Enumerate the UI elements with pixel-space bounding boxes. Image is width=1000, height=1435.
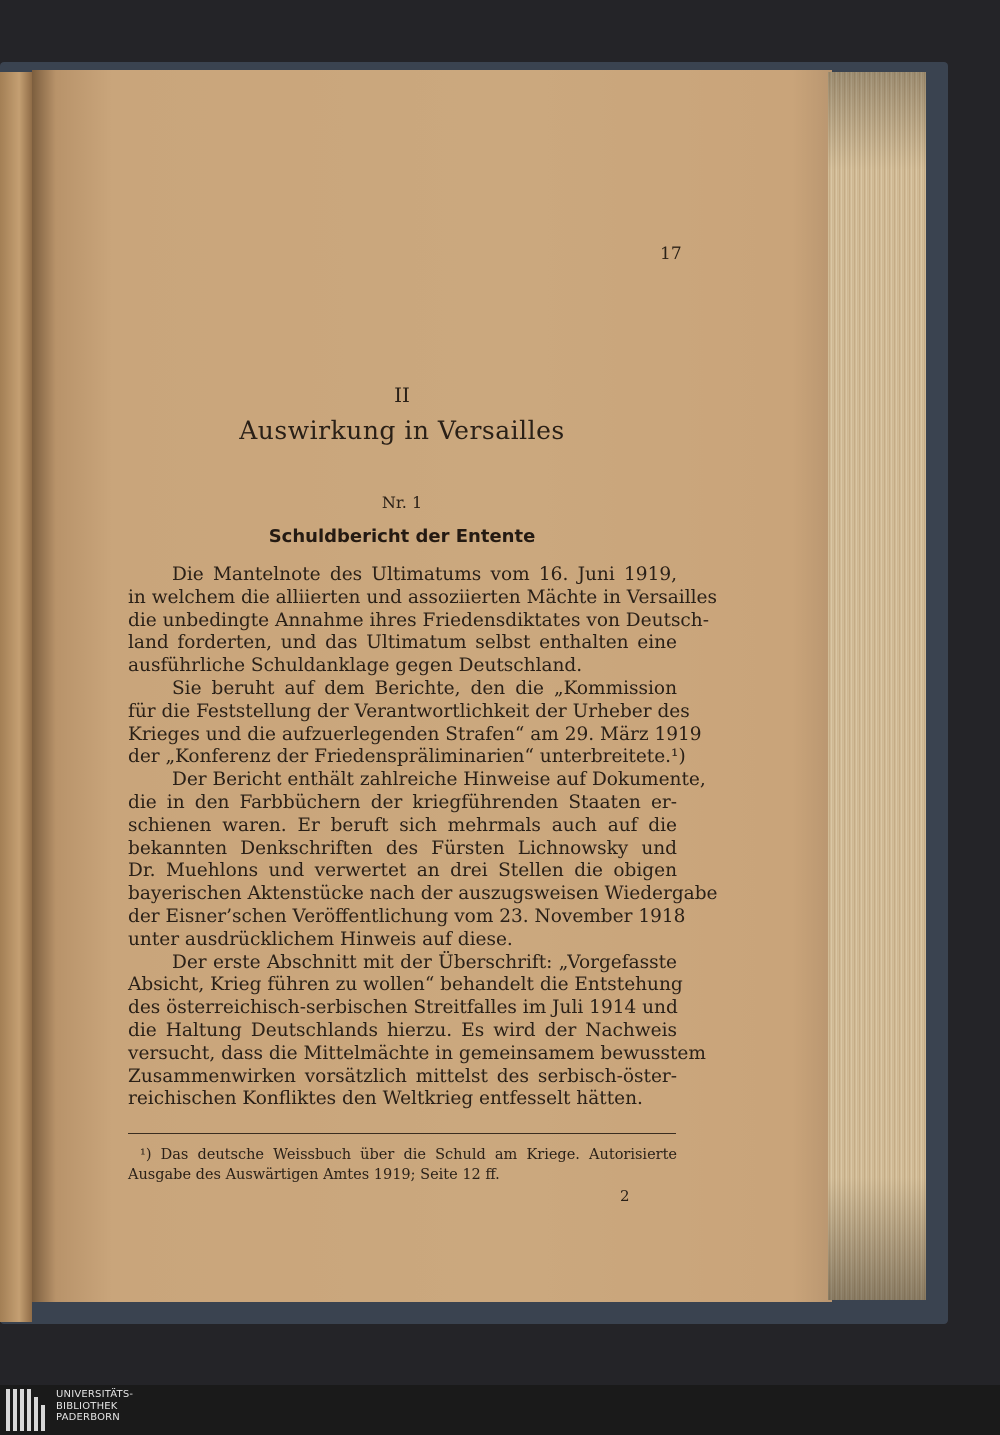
library-logo-icon bbox=[6, 1389, 48, 1431]
footnote-divider bbox=[128, 1133, 676, 1134]
body-text bbox=[128, 564, 718, 1111]
body-line: Dr. Muehlons und verwertet an drei Stellen die obigen bbox=[128, 860, 677, 882]
library-footer bbox=[0, 1385, 1000, 1435]
signature-mark: 2 bbox=[620, 1187, 630, 1205]
body-line: Die Mantelnote des Ultimatums vom 16. Juni 1919, bbox=[172, 564, 677, 585]
footnote-line: ¹) Das deutsche Weissbuch über die Schuld am Kriege. Autorisierte bbox=[140, 1147, 677, 1163]
page-edges-shade bbox=[828, 72, 926, 1300]
body-line: Sie beruht auf dem Berichte, den die „Kommission bbox=[172, 677, 677, 699]
body-line: Der Bericht enthält zahlreiche Hinweise auf Dokumente, bbox=[172, 769, 706, 791]
body-line: ausführliche Schuldanklage gegen Deutschland. bbox=[128, 655, 583, 677]
body-line: versucht, dass die Mittelmächte in gemeinsamem bewusstem bbox=[128, 1042, 706, 1064]
body-line: Absicht, Krieg führen zu wollen“ behandelt die Entstehung bbox=[128, 974, 683, 996]
body-line: für die Feststellung der Verantwortlichkeit der Urheber des bbox=[128, 700, 690, 722]
body-line: die Haltung Deutschlands hierzu. Es wird der Nachweis bbox=[128, 1019, 677, 1041]
body-line: land forderten, und das Ultimatum selbst enthalten eine bbox=[128, 632, 677, 654]
body-line: Krieges und die aufzuerlegenden Strafen“ am 29. März 1919 bbox=[128, 723, 702, 745]
document-number: Nr. 1 bbox=[381, 493, 423, 512]
footnote-line: Ausgabe des Auswärtigen Amtes 1919; Seite 12 ff. bbox=[128, 1167, 500, 1183]
part-number: II bbox=[394, 383, 410, 407]
body-line: die in den Farbbüchern der kriegführenden Staaten er- bbox=[128, 791, 677, 813]
facing-page-edge bbox=[0, 72, 32, 1322]
logo-line: BIBLIOTHEK bbox=[56, 1400, 118, 1412]
body-line: reichischen Konfliktes den Weltkrieg entfesselt hätten. bbox=[128, 1088, 643, 1110]
body-line: unter ausdrücklichem Hinweis auf diese. bbox=[128, 928, 513, 950]
document-title: Schuldbericht der Entente bbox=[268, 526, 536, 547]
logo-line: UNIVERSITÄTS- bbox=[56, 1389, 134, 1400]
book-page bbox=[32, 70, 832, 1302]
body-line: schienen waren. Er beruft sich mehrmals auch auf die bbox=[128, 814, 677, 836]
body-line: in welchem die alliierten und assoziierten Mächte in Versailles bbox=[128, 586, 717, 608]
body-line: der Eisner’schen Veröffentlichung vom 23. November 1918 bbox=[128, 905, 686, 927]
body-line: Zusammenwirken vorsätzlich mittelst des serbisch-öster- bbox=[128, 1065, 677, 1087]
footnote bbox=[128, 1145, 677, 1185]
body-line: bayerischen Aktenstücke nach der auszugsweisen Wiedergabe bbox=[128, 883, 718, 905]
chapter-title: Auswirkung in Versailles bbox=[239, 416, 565, 445]
body-line: bekannten Denkschriften des Fürsten Lichnowsky und bbox=[128, 837, 677, 859]
library-logo-text bbox=[56, 1389, 133, 1424]
body-line: Der erste Abschnitt mit der Überschrift: „Vorgefasste bbox=[172, 951, 677, 973]
page-number: 17 bbox=[660, 244, 682, 264]
logo-line: PADERBORN bbox=[56, 1412, 120, 1423]
body-line: der „Konferenz der Friedenspräliminarien“ unterbreitete.¹) bbox=[128, 746, 686, 768]
body-line: des österreichisch-serbischen Streitfalles im Juli 1914 und bbox=[128, 997, 678, 1019]
body-line: die unbedingte Annahme ihres Friedensdiktates von Deutsch- bbox=[128, 609, 709, 631]
